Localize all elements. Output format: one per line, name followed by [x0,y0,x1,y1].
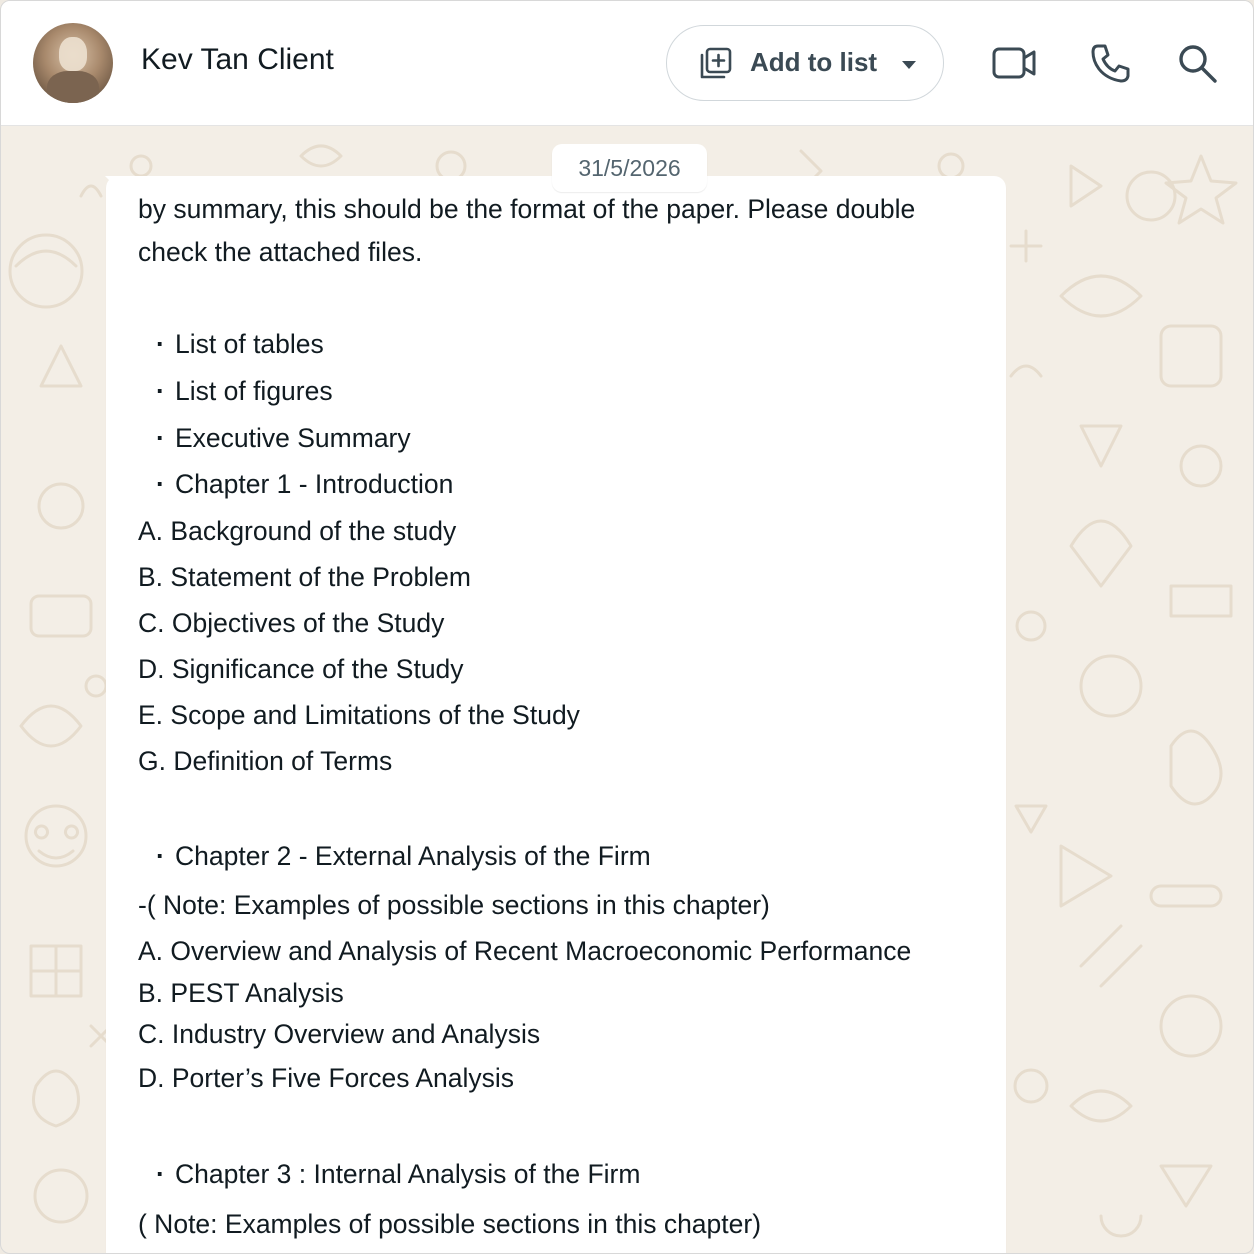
list-item: C. Objectives of the Study [138,608,445,638]
list-item: · Chapter 1 - Introduction [156,469,453,500]
list-item: · List of figures [156,376,333,407]
list-item: A. Background of the study [138,516,457,546]
list-item: C. Industry Overview and Analysis [138,1019,541,1049]
add-to-list-button[interactable] [666,25,944,101]
list-item: · Chapter 2 - External Analysis of the Firm [156,841,651,872]
date-chip: 31/5/2026 [552,144,707,192]
list-item: B. PEST Analysis [138,978,344,1008]
message-text-line: by summary, this should be the format of the paper. Please double [138,194,916,224]
list-item: G. Definition of Terms [138,746,393,776]
list-item: D. Porter’s Five Forces Analysis [138,1063,515,1093]
contact-name[interactable]: Kev Tan Client [141,43,334,76]
list-item: E. Scope and Limitations of the Study [138,700,580,730]
list-add-icon [697,46,733,82]
list-item: D. Significance of the Study [138,654,464,684]
search-icon[interactable] [1175,41,1219,85]
list-item: · Chapter 3 : Internal Analysis of the Firm [156,1159,640,1190]
avatar[interactable] [33,23,113,103]
list-item: · Executive Summary [156,423,411,454]
list-item: A. Overview and Analysis of Recent Macroeconomic Performance [138,936,912,966]
video-call-icon[interactable] [991,43,1037,83]
message-text-line: check the attached files. [138,237,423,267]
list-item: -( Note: Examples of possible sections in this chapter) [138,890,770,920]
list-item: ( Note: Examples of possible sections in this chapter) [138,1209,762,1239]
phone-call-icon[interactable] [1089,41,1133,85]
chat-header [1,1,1253,126]
list-item: B. Statement of the Problem [138,562,471,592]
chevron-down-icon[interactable] [899,58,919,72]
add-to-list-label: Add to list [750,47,878,77]
list-item: · List of tables [156,329,324,360]
